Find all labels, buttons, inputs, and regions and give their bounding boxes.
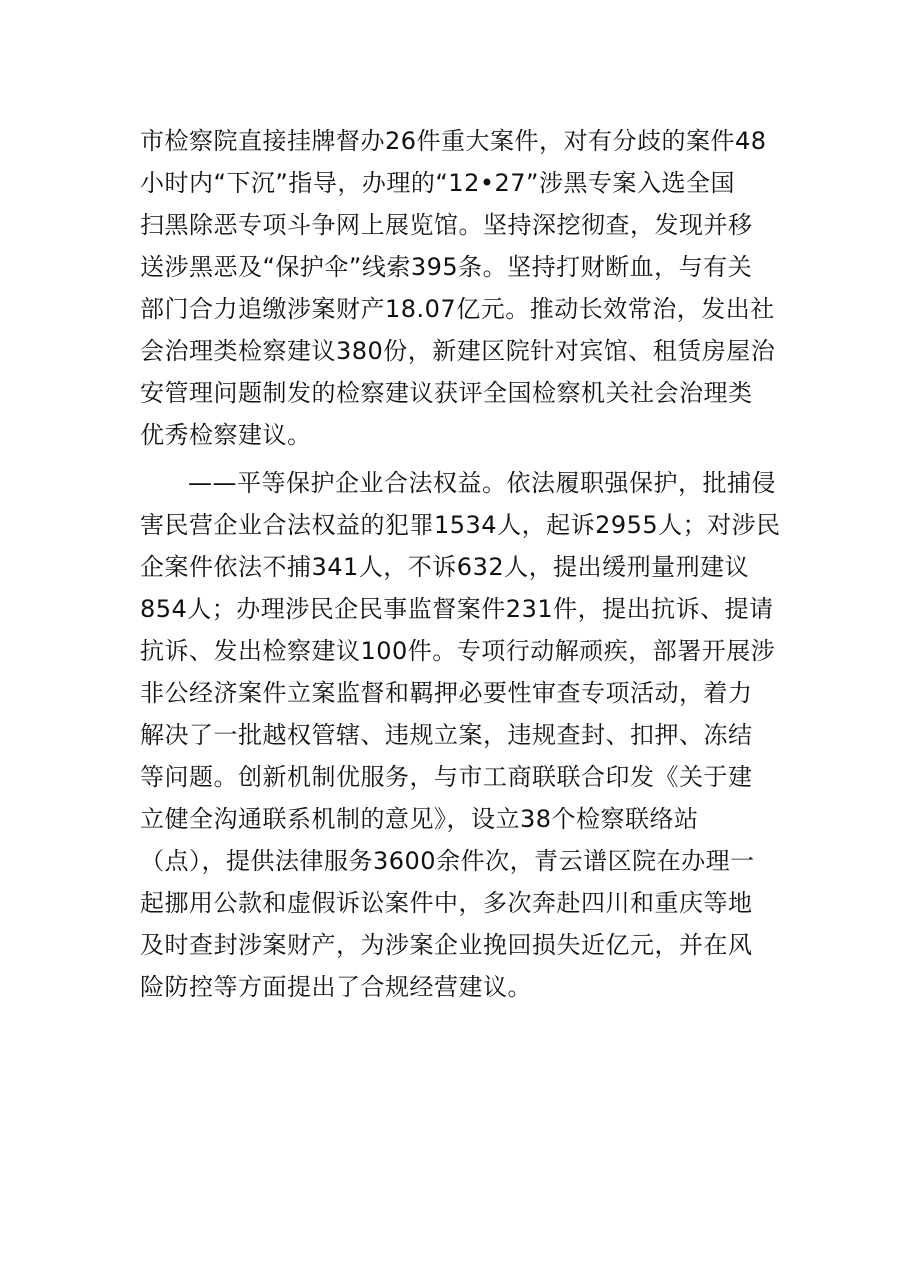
paragraph-line: 起挪用公款和虚假诉讼案件中，多次奔赴四川和重庆等地	[140, 889, 753, 917]
paragraph-line: 安管理问题制发的检察建议获评全国检察机关社会治理类	[140, 379, 753, 407]
body-text	[140, 120, 780, 1008]
paragraph-line: 854人；办理涉民企民事监督案件231件，提出抗诉、提请	[140, 595, 774, 623]
paragraph-line: 企案件依法不捕341人，不诉632人，提出缓刑量刑建议	[140, 553, 750, 581]
paragraph-line: 优秀检察建议。	[140, 421, 312, 449]
paragraph-line: 险防控等方面提出了合规经营建议。	[140, 973, 532, 1001]
paragraph-line: ——平等保护企业合法权益。依法履职强保护，批捕侵	[188, 469, 776, 497]
paragraph-line: 扫黑除恶专项斗争网上展览馆。坚持深挖彻查，发现并移	[140, 211, 753, 239]
paragraph-line: 市检察院直接挂牌督办26件重大案件，对有分歧的案件48	[140, 127, 767, 155]
paragraph-2	[140, 462, 780, 1008]
paragraph-line: 小时内“下沉”指导，办理的“12•27”涉黑专案入选全国	[140, 169, 735, 197]
paragraph-line: 抗诉、发出检察建议100件。专项行动解顽疾，部署开展涉	[140, 637, 776, 665]
paragraph-line: 害民营企业合法权益的犯罪1534人，起诉2955人；对涉民	[140, 511, 781, 539]
paragraph-line: 会治理类检察建议380份，新建区院针对宾馆、租赁房屋治	[140, 337, 776, 365]
paragraph-line: 解决了一批越权管辖、违规立案，违规查封、扣押、冻结	[140, 721, 753, 749]
paragraph-line: 立健全沟通联系机制的意见》，设立38个检察联络站	[140, 805, 699, 833]
paragraph-line: （点），提供法律服务3600余件次，青云谱区院在办理一	[140, 847, 755, 875]
paragraph-1	[140, 120, 780, 456]
paragraph-line: 非公经济案件立案监督和羁押必要性审查专项活动，着力	[140, 679, 753, 707]
paragraph-line: 送涉黑恶及“保护伞”线索395条。坚持打财断血，与有关	[140, 253, 753, 281]
paragraph-line: 及时查封涉案财产，为涉案企业挽回损失近亿元，并在风	[140, 931, 753, 959]
paragraph-line: 等问题。创新机制优服务，与市工商联联合印发《关于建	[140, 763, 753, 791]
paragraph-line: 部门合力追缴涉案财产18.07亿元。推动长效常治，发出社	[140, 295, 775, 323]
